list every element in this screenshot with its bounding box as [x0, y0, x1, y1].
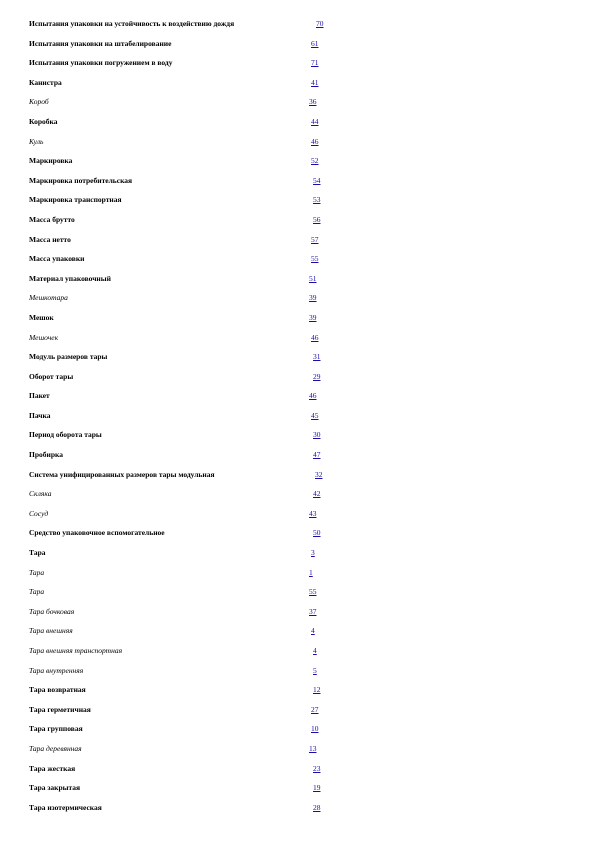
index-entry — [0, 602, 595, 622]
index-term: Тара внутренняя — [29, 665, 84, 675]
page-link[interactable]: 43 — [309, 508, 317, 518]
index-entry — [0, 465, 595, 485]
index-entry — [0, 347, 595, 367]
index-term: Мешок — [29, 312, 54, 322]
index-entry — [0, 249, 595, 269]
page-link[interactable]: 31 — [313, 352, 321, 362]
page-link[interactable]: 23 — [313, 763, 321, 773]
index-term: Тара — [29, 567, 45, 577]
index-entry — [0, 269, 595, 289]
page-link[interactable]: 41 — [311, 77, 319, 87]
index-term: Маркировка — [29, 156, 73, 166]
page-link[interactable]: 53 — [313, 195, 321, 205]
page-link[interactable]: 50 — [313, 528, 321, 538]
page-link[interactable]: 28 — [313, 802, 321, 812]
index-entry — [0, 445, 595, 465]
index-term: Система унифицированных размеров тары модульная — [29, 469, 215, 479]
index-term: Масса брутто — [29, 214, 75, 224]
index-entry — [0, 308, 595, 328]
index-entry — [0, 171, 595, 191]
index-entry — [0, 700, 595, 720]
page-link[interactable]: 54 — [313, 175, 321, 185]
index-entry — [0, 406, 595, 426]
index-entry — [0, 230, 595, 250]
index-entry — [0, 661, 595, 681]
index-entry — [0, 798, 595, 818]
index-entry — [0, 190, 595, 210]
page-link[interactable]: 52 — [311, 156, 319, 166]
page-link[interactable]: 46 — [311, 332, 319, 342]
index-entry — [0, 484, 595, 504]
index-entry — [0, 34, 595, 54]
page-link[interactable]: 45 — [311, 410, 319, 420]
index-entry — [0, 543, 595, 563]
page-link[interactable]: 1 — [309, 567, 313, 577]
index-term: Пакет — [29, 391, 50, 401]
index-term: Тара — [29, 548, 46, 558]
index-entry — [0, 210, 595, 230]
page-link[interactable]: 12 — [313, 685, 321, 695]
index-term: Тара групповая — [29, 724, 83, 734]
index-term: Сосуд — [29, 508, 49, 518]
index-term: Скляка — [29, 489, 52, 499]
index-entry — [0, 386, 595, 406]
index-entry — [0, 132, 595, 152]
page-link[interactable]: 42 — [313, 489, 321, 499]
index-entry — [0, 641, 595, 661]
index-entry — [0, 367, 595, 387]
index-entry — [0, 680, 595, 700]
index-term: Маркировка потребительская — [29, 175, 133, 185]
index-entry — [0, 504, 595, 524]
index-entry — [0, 92, 595, 112]
index-entry — [0, 523, 595, 543]
page-link[interactable]: 44 — [311, 116, 319, 126]
page-link[interactable]: 30 — [313, 430, 321, 440]
page-link[interactable]: 29 — [313, 371, 321, 381]
index-term: Коробка — [29, 116, 58, 126]
page-link[interactable]: 70 — [316, 19, 324, 28]
index-entry — [0, 719, 595, 739]
index-term: Оборот тары — [29, 371, 74, 381]
index-term: Мешкотара — [29, 293, 68, 303]
index-entry — [0, 151, 595, 171]
index-term: Тара жесткая — [29, 763, 76, 773]
index-entry — [0, 739, 595, 759]
page-link[interactable]: 57 — [311, 234, 319, 244]
page-link[interactable]: 36 — [309, 97, 317, 107]
index-entry — [0, 778, 595, 798]
page-link[interactable]: 37 — [309, 606, 317, 616]
index-term: Средство упаковочное вспомогательное — [29, 528, 165, 538]
page-link[interactable]: 39 — [309, 293, 317, 303]
page-link[interactable]: 51 — [309, 273, 317, 283]
index-term: Тара герметичная — [29, 704, 91, 714]
index-entry — [0, 759, 595, 779]
page-link[interactable]: 55 — [309, 587, 317, 597]
index-entry — [0, 14, 595, 34]
index-term: Канистра — [29, 77, 62, 87]
page-link[interactable]: 4 — [311, 626, 315, 636]
page-link[interactable]: 56 — [313, 214, 321, 224]
index-entry — [0, 563, 595, 583]
index-term: Тара закрытая — [29, 783, 81, 793]
index-term: Тара бочковая — [29, 606, 75, 616]
index-term: Масса нетто — [29, 234, 71, 244]
page-link[interactable]: 32 — [315, 469, 323, 479]
index-entry — [0, 621, 595, 641]
index-entry — [0, 425, 595, 445]
page-link[interactable]: 61 — [311, 38, 319, 48]
index-entry — [0, 328, 595, 348]
index-term: Тара изотермическая — [29, 802, 102, 812]
index-term: Период оборота тары — [29, 430, 102, 440]
index-term: Тара внешняя — [29, 626, 73, 636]
index-term: Пробирка — [29, 450, 63, 460]
page-link[interactable]: 5 — [313, 665, 317, 675]
index-term: Тара деревянная — [29, 743, 82, 753]
page-link[interactable]: 55 — [311, 254, 319, 264]
index-entry — [0, 582, 595, 602]
index-term: Тара возвратная — [29, 685, 86, 695]
index-term: Куль — [29, 136, 44, 146]
index-entry — [0, 112, 595, 132]
index-term: Масса упаковки — [29, 254, 85, 264]
index-term: Испытания упаковки на штабелирование — [29, 38, 172, 48]
subject-index — [0, 14, 595, 817]
page-link[interactable]: 10 — [311, 724, 319, 734]
page-link[interactable]: 39 — [309, 312, 317, 322]
index-term: Маркировка транспортная — [29, 195, 122, 205]
index-entry — [0, 288, 595, 308]
page-link[interactable]: 46 — [311, 136, 319, 146]
page-link[interactable]: 71 — [311, 58, 319, 68]
page-link[interactable]: 27 — [311, 704, 319, 714]
index-term: Тара внешняя транспортная — [29, 646, 123, 655]
page-link[interactable]: 19 — [313, 783, 321, 793]
index-term: Короб — [29, 97, 49, 107]
index-term: Испытания упаковки на устойчивость к воздействию дождя — [29, 19, 235, 28]
page-link[interactable]: 3 — [311, 548, 315, 558]
index-term: Материал упаковочный — [29, 273, 111, 283]
index-term: Испытания упаковки погружением в воду — [29, 58, 173, 68]
index-term: Модуль размеров тары — [29, 352, 108, 362]
page-link[interactable]: 13 — [309, 743, 317, 753]
index-entry — [0, 73, 595, 93]
index-entry — [0, 53, 595, 73]
index-term: Пачка — [29, 410, 51, 420]
index-term: Тара — [29, 587, 45, 597]
index-term: Мешочек — [29, 332, 59, 342]
page-link[interactable]: 4 — [313, 646, 317, 655]
page-link[interactable]: 47 — [313, 450, 321, 460]
page-link[interactable]: 46 — [309, 391, 317, 401]
